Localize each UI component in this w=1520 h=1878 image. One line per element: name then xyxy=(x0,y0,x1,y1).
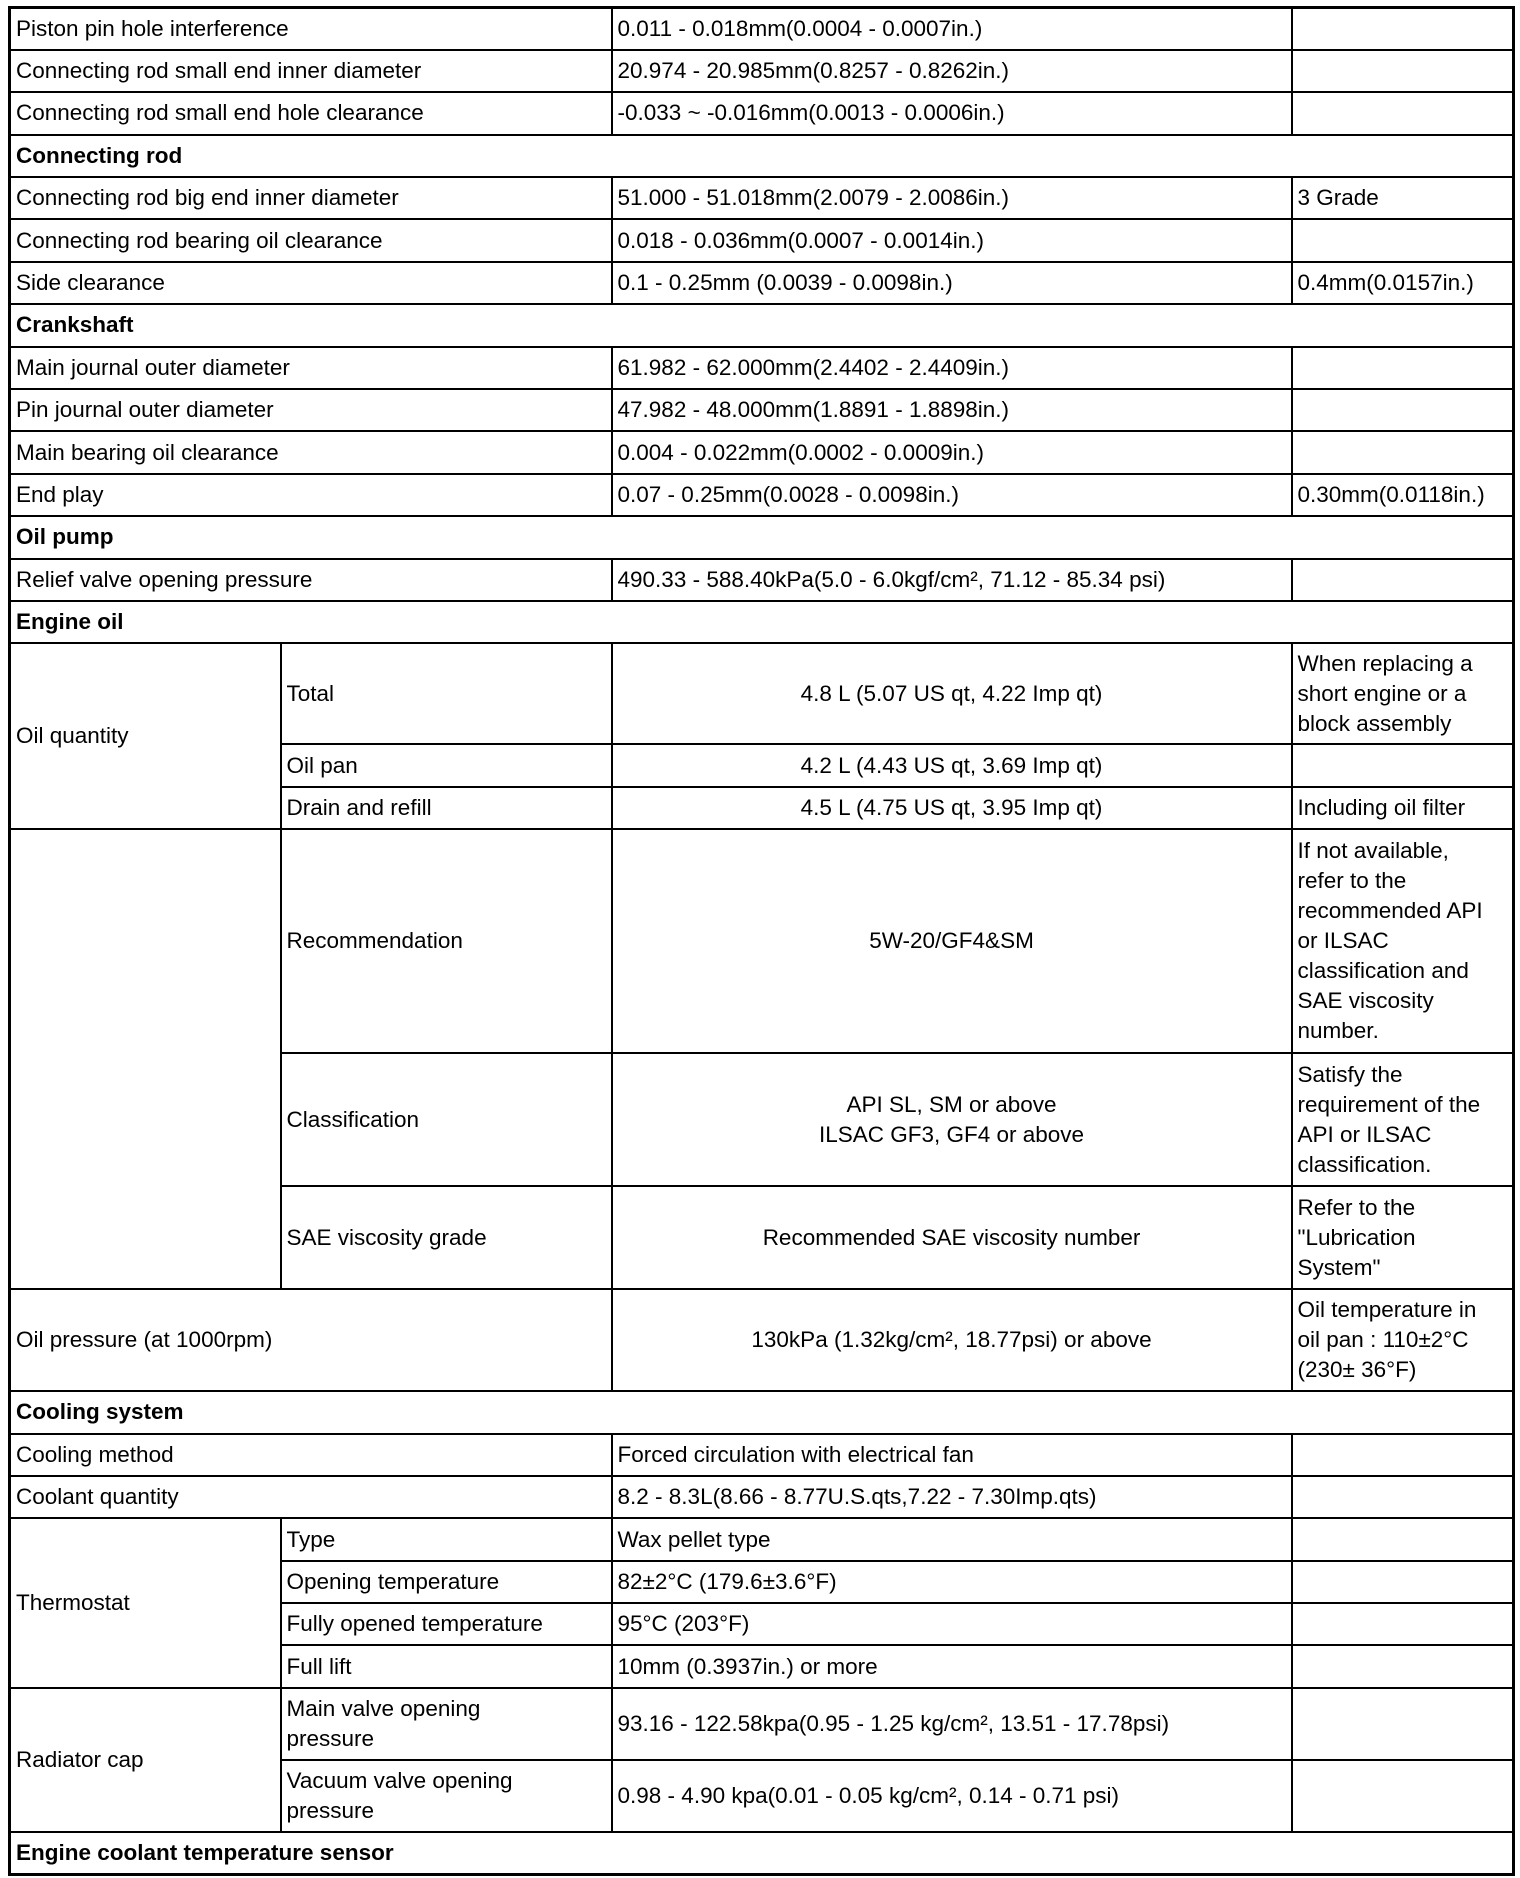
spec-note: Satisfy the requirement of the API or ILSAC classification. xyxy=(1292,1053,1514,1186)
spec-limit xyxy=(1292,1518,1514,1560)
spec-value: 20.974 - 20.985mm(0.8257 - 0.8262in.) xyxy=(612,50,1292,92)
spec-label: Main journal outer diameter xyxy=(10,347,612,389)
section-header-row xyxy=(10,601,1514,643)
section-header-row xyxy=(10,1391,1514,1433)
spec-value: 0.004 - 0.022mm(0.0002 - 0.0009in.) xyxy=(612,431,1292,473)
spec-label: Connecting rod big end inner diameter xyxy=(10,177,612,219)
spec-limit xyxy=(1292,431,1514,473)
spec-value: Wax pellet type xyxy=(612,1518,1292,1560)
sub-label: Recommendation xyxy=(281,829,612,1053)
section-title-cooling-system: Cooling system xyxy=(10,1391,1514,1433)
table-row xyxy=(10,262,1514,304)
sub-label: Fully opened temperature xyxy=(281,1603,612,1645)
table-row xyxy=(10,92,1514,134)
table-row xyxy=(10,177,1514,219)
section-title-engine-oil: Engine oil xyxy=(10,601,1514,643)
table-row xyxy=(10,829,1514,1053)
radiator-cap-label: Radiator cap xyxy=(10,1688,281,1832)
section-header-row xyxy=(10,304,1514,346)
spec-value: 51.000 - 51.018mm(2.0079 - 2.0086in.) xyxy=(612,177,1292,219)
spec-value: 8.2 - 8.3L(8.66 - 8.77U.S.qts,7.22 - 7.30Imp.qts) xyxy=(612,1476,1292,1518)
spec-label: Connecting rod small end hole clearance xyxy=(10,92,612,134)
spec-note: Including oil filter xyxy=(1292,787,1514,829)
spec-value: Forced circulation with electrical fan xyxy=(612,1434,1292,1476)
oil-pressure-label: Oil pressure (at 1000rpm) xyxy=(10,1289,612,1391)
table-row xyxy=(10,347,1514,389)
section-header-row xyxy=(10,516,1514,558)
spec-label: Side clearance xyxy=(10,262,612,304)
spec-limit xyxy=(1292,559,1514,601)
spec-value: 0.1 - 0.25mm (0.0039 - 0.0098in.) xyxy=(612,262,1292,304)
spec-limit xyxy=(1292,1645,1514,1687)
spec-value: 130kPa (1.32kg/cm², 18.77psi) or above xyxy=(612,1289,1292,1391)
section-header-row xyxy=(10,1832,1514,1874)
sub-label: Classification xyxy=(281,1053,612,1186)
sub-label: Vacuum valve opening pressure xyxy=(281,1760,612,1832)
spec-note xyxy=(1292,744,1514,786)
specification-table xyxy=(8,6,1515,1876)
spec-value: 61.982 - 62.000mm(2.4402 - 2.4409in.) xyxy=(612,347,1292,389)
spec-limit xyxy=(1292,1434,1514,1476)
spec-limit: 0.30mm(0.0118in.) xyxy=(1292,474,1514,516)
spec-label: Cooling method xyxy=(10,1434,612,1476)
table-row xyxy=(10,1518,1514,1560)
spec-value: 0.98 - 4.90 kpa(0.01 - 0.05 kg/cm², 0.14 - 0.71 psi) xyxy=(612,1760,1292,1832)
table-row xyxy=(10,1476,1514,1518)
sub-label: SAE viscosity grade xyxy=(281,1186,612,1289)
table-row xyxy=(10,389,1514,431)
spec-label: Pin journal outer diameter xyxy=(10,389,612,431)
section-title-ect-sensor: Engine coolant temperature sensor xyxy=(10,1832,1514,1874)
section-header-row xyxy=(10,135,1514,177)
thermostat-label: Thermostat xyxy=(10,1518,281,1688)
spec-limit xyxy=(1292,347,1514,389)
spec-limit xyxy=(1292,219,1514,261)
spec-limit xyxy=(1292,92,1514,134)
table-row xyxy=(10,1434,1514,1476)
sub-label: Opening temperature xyxy=(281,1561,612,1603)
spec-label: Main bearing oil clearance xyxy=(10,431,612,473)
spec-note: If not available, refer to the recommended API or ILSAC classification and SAE viscosity number. xyxy=(1292,829,1514,1053)
sub-label: Type xyxy=(281,1518,612,1560)
spec-label: End play xyxy=(10,474,612,516)
spec-limit xyxy=(1292,389,1514,431)
spec-value: 4.5 L (4.75 US qt, 3.95 Imp qt) xyxy=(612,787,1292,829)
spec-limit: 0.4mm(0.0157in.) xyxy=(1292,262,1514,304)
sub-label: Full lift xyxy=(281,1645,612,1687)
spec-value: 82±2°C (179.6±3.6°F) xyxy=(612,1561,1292,1603)
spec-limit xyxy=(1292,1476,1514,1518)
table-row xyxy=(10,1688,1514,1760)
spec-value: 10mm (0.3937in.) or more xyxy=(612,1645,1292,1687)
spec-value: 490.33 - 588.40kPa(5.0 - 6.0kgf/cm², 71.12 - 85.34 psi) xyxy=(612,559,1292,601)
spec-note: Refer to the "Lubrication System" xyxy=(1292,1186,1514,1289)
table-row xyxy=(10,1289,1514,1391)
spec-value: 0.011 - 0.018mm(0.0004 - 0.0007in.) xyxy=(612,8,1292,50)
section-title-oil-pump: Oil pump xyxy=(10,516,1514,558)
sub-label: Main valve opening pressure xyxy=(281,1688,612,1760)
spec-limit xyxy=(1292,1561,1514,1603)
spec-value: 95°C (203°F) xyxy=(612,1603,1292,1645)
table-row xyxy=(10,559,1514,601)
table-row xyxy=(10,643,1514,744)
oil-quantity-label: Oil quantity xyxy=(10,643,281,829)
oil-grade-blank xyxy=(10,829,281,1289)
sub-label: Oil pan xyxy=(281,744,612,786)
spec-label: Connecting rod bearing oil clearance xyxy=(10,219,612,261)
spec-note: Oil temperature in oil pan : 110±2°C (230± 36°F) xyxy=(1292,1289,1514,1391)
spec-label: Connecting rod small end inner diameter xyxy=(10,50,612,92)
spec-value: 4.2 L (4.43 US qt, 3.69 Imp qt) xyxy=(612,744,1292,786)
sub-label: Total xyxy=(281,643,612,744)
spec-limit xyxy=(1292,1688,1514,1760)
spec-label: Relief valve opening pressure xyxy=(10,559,612,601)
spec-value: API SL, SM or above ILSAC GF3, GF4 or above xyxy=(612,1053,1292,1186)
spec-limit: 3 Grade xyxy=(1292,177,1514,219)
spec-value: Recommended SAE viscosity number xyxy=(612,1186,1292,1289)
spec-value: 0.018 - 0.036mm(0.0007 - 0.0014in.) xyxy=(612,219,1292,261)
table-row xyxy=(10,219,1514,261)
spec-label: Coolant quantity xyxy=(10,1476,612,1518)
table-row xyxy=(10,50,1514,92)
spec-label: Piston pin hole interference xyxy=(10,8,612,50)
sub-label: Drain and refill xyxy=(281,787,612,829)
table-row xyxy=(10,474,1514,516)
table-row xyxy=(10,8,1514,50)
spec-value: 5W-20/GF4&SM xyxy=(612,829,1292,1053)
spec-limit xyxy=(1292,8,1514,50)
section-title-connecting-rod: Connecting rod xyxy=(10,135,1514,177)
spec-limit xyxy=(1292,1603,1514,1645)
spec-value: -0.033 ~ -0.016mm(0.0013 - 0.0006in.) xyxy=(612,92,1292,134)
spec-value: 93.16 - 122.58kpa(0.95 - 1.25 kg/cm², 13.51 - 17.78psi) xyxy=(612,1688,1292,1760)
table-row xyxy=(10,431,1514,473)
section-title-crankshaft: Crankshaft xyxy=(10,304,1514,346)
spec-value: 4.8 L (5.07 US qt, 4.22 Imp qt) xyxy=(612,643,1292,744)
spec-limit xyxy=(1292,50,1514,92)
spec-value: 0.07 - 0.25mm(0.0028 - 0.0098in.) xyxy=(612,474,1292,516)
spec-value: 47.982 - 48.000mm(1.8891 - 1.8898in.) xyxy=(612,389,1292,431)
spec-note: When replacing a short engine or a block assembly xyxy=(1292,643,1514,744)
spec-limit xyxy=(1292,1760,1514,1832)
